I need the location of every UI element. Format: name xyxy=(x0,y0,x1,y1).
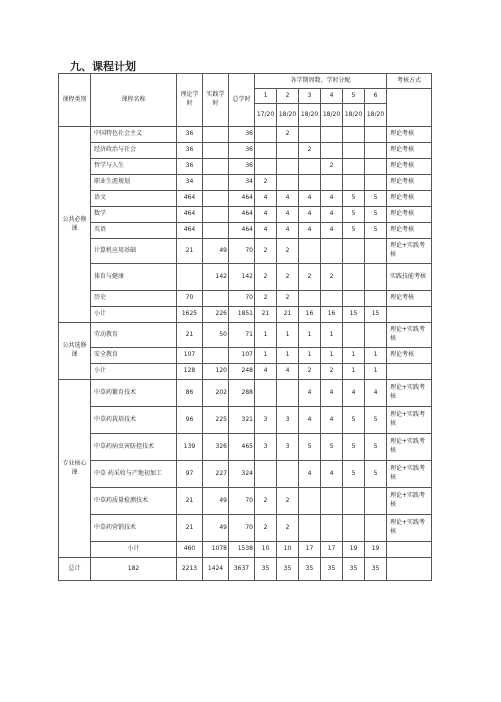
semester-hours xyxy=(343,488,365,515)
practice-hours: 49 xyxy=(203,239,229,264)
semester-hours xyxy=(343,291,365,307)
semester-hours: 1 xyxy=(277,323,299,348)
theory-hours: 36 xyxy=(177,159,203,175)
semester-hours xyxy=(299,515,321,542)
semester-hours xyxy=(365,488,387,515)
semester-hours: 3 xyxy=(277,434,299,461)
subtotal-label: 小计 xyxy=(91,307,177,323)
practice-hours: 227 xyxy=(203,461,229,488)
table-row xyxy=(59,264,432,291)
header-weeks: 18/20 xyxy=(299,104,321,127)
semester-hours: 4 xyxy=(255,207,277,223)
course-name: 中草 药采收与产地初加工 xyxy=(91,461,177,488)
theory-hours: 139 xyxy=(177,434,203,461)
header-assessment: 考核方式 xyxy=(387,74,432,89)
semester-hours: 16 xyxy=(299,307,321,323)
semester-hours: 4 xyxy=(343,380,365,407)
practice-hours: 49 xyxy=(203,488,229,515)
header-semester: 6 xyxy=(365,89,387,104)
total-semester: 35 xyxy=(365,558,387,581)
course-name: 体育与健康 xyxy=(91,264,177,291)
semester-hours: 5 xyxy=(365,191,387,207)
semester-hours: 1 xyxy=(321,323,343,348)
semester-hours: 5 xyxy=(365,407,387,434)
header-weeks: 18/20 xyxy=(321,104,343,127)
semester-hours: 19 xyxy=(343,542,365,558)
practice-hours xyxy=(203,127,229,143)
table-row xyxy=(59,307,432,323)
semester-hours: 16 xyxy=(321,307,343,323)
semester-hours: 4 xyxy=(299,223,321,239)
assessment-method xyxy=(387,364,432,380)
practice-hours xyxy=(203,348,229,364)
total-hours: 288 xyxy=(229,380,255,407)
theory-hours: 97 xyxy=(177,461,203,488)
theory-hours: 21 xyxy=(177,515,203,542)
semester-hours: 4 xyxy=(299,461,321,488)
semester-hours xyxy=(343,239,365,264)
practice-hours: 225 xyxy=(203,407,229,434)
semester-hours: 1 xyxy=(343,348,365,364)
semester-hours xyxy=(277,175,299,191)
semester-hours xyxy=(299,175,321,191)
semester-hours: 1 xyxy=(299,323,321,348)
semester-hours: 2 xyxy=(321,159,343,175)
practice-hours xyxy=(203,159,229,175)
total-practice: 1424 xyxy=(203,558,229,581)
table-row xyxy=(59,364,432,380)
practice-hours xyxy=(203,207,229,223)
total-hours: 70 xyxy=(229,291,255,307)
semester-hours: 3 xyxy=(255,434,277,461)
theory-hours: 464 xyxy=(177,223,203,239)
course-name: 中草药营销技术 xyxy=(91,515,177,542)
table-row xyxy=(59,239,432,264)
total-hours: 321 xyxy=(229,407,255,434)
assessment-method: 理论+实践考核 xyxy=(387,461,432,488)
semester-hours: 19 xyxy=(365,542,387,558)
semester-hours xyxy=(321,239,343,264)
table-row xyxy=(59,223,432,239)
table-row xyxy=(59,191,432,207)
semester-hours: 1 xyxy=(343,364,365,380)
semester-hours xyxy=(277,461,299,488)
semester-hours: 4 xyxy=(321,223,343,239)
practice-hours: 142 xyxy=(203,264,229,291)
semester-hours: 2 xyxy=(277,488,299,515)
theory-hours: 34 xyxy=(177,175,203,191)
total-hours: 34 xyxy=(229,175,255,191)
semester-hours xyxy=(365,239,387,264)
course-name: 哲学与人生 xyxy=(91,159,177,175)
semester-hours: 5 xyxy=(343,191,365,207)
total-hours: 465 xyxy=(229,434,255,461)
semester-hours: 4 xyxy=(255,191,277,207)
course-name: 中草药繁育技术 xyxy=(91,380,177,407)
semester-hours xyxy=(299,488,321,515)
semester-hours xyxy=(255,159,277,175)
total-assessment xyxy=(387,558,432,581)
theory-hours: 96 xyxy=(177,407,203,434)
semester-hours: 2 xyxy=(277,264,299,291)
practice-hours xyxy=(203,175,229,191)
table-row xyxy=(59,434,432,461)
total-row xyxy=(59,558,432,581)
page-title: 九、课程计划 xyxy=(70,60,136,73)
semester-hours xyxy=(321,488,343,515)
practice-hours xyxy=(203,223,229,239)
table-row xyxy=(59,143,432,159)
total-hours: 464 xyxy=(229,207,255,223)
semester-hours: 4 xyxy=(277,223,299,239)
assessment-method: 理论考核 xyxy=(387,223,432,239)
semester-hours xyxy=(299,239,321,264)
course-name: 历史 xyxy=(91,291,177,307)
theory-hours: 36 xyxy=(177,127,203,143)
semester-hours: 5 xyxy=(343,207,365,223)
semester-hours: 4 xyxy=(277,364,299,380)
total-hours: 107 xyxy=(229,348,255,364)
subtotal-label: 小计 xyxy=(91,364,177,380)
semester-hours xyxy=(365,175,387,191)
table-row xyxy=(59,323,432,348)
practice-hours xyxy=(203,143,229,159)
theory-hours: 460 xyxy=(177,542,203,558)
semester-hours xyxy=(365,264,387,291)
semester-hours: 2 xyxy=(255,264,277,291)
semester-hours: 2 xyxy=(277,291,299,307)
total-label: 总计 xyxy=(59,558,91,581)
practice-hours: 326 xyxy=(203,434,229,461)
semester-hours: 4 xyxy=(321,380,343,407)
assessment-method: 理论考核 xyxy=(387,143,432,159)
total-hours: 1538 xyxy=(229,542,255,558)
semester-hours: 2 xyxy=(299,364,321,380)
semester-hours: 2 xyxy=(277,239,299,264)
header-semester-dist: 各学期周数、学时分配 xyxy=(255,74,387,89)
semester-hours: 4 xyxy=(321,461,343,488)
semester-hours: 1 xyxy=(255,323,277,348)
semester-hours: 5 xyxy=(343,461,365,488)
theory-hours: 1625 xyxy=(177,307,203,323)
semester-hours xyxy=(299,127,321,143)
total-hours: 1851 xyxy=(229,307,255,323)
category-cell: 公共必修课 xyxy=(59,127,91,323)
total-hours: 142 xyxy=(229,264,255,291)
course-name: 劳动教育 xyxy=(91,323,177,348)
practice-hours: 50 xyxy=(203,323,229,348)
assessment-method: 理论考核 xyxy=(387,127,432,143)
assessment-method: 理论考核 xyxy=(387,207,432,223)
table-row xyxy=(59,407,432,434)
assessment-method: 理论考核 xyxy=(387,291,432,307)
category-cell: 公共选修课 xyxy=(59,323,91,380)
semester-hours xyxy=(255,461,277,488)
semester-hours: 5 xyxy=(365,223,387,239)
semester-hours: 2 xyxy=(299,264,321,291)
semester-hours xyxy=(365,323,387,348)
header-weeks: 18/20 xyxy=(343,104,365,127)
semester-hours: 1 xyxy=(299,348,321,364)
semester-hours: 4 xyxy=(277,191,299,207)
semester-hours xyxy=(321,291,343,307)
semester-hours: 4 xyxy=(299,207,321,223)
semester-hours: 2 xyxy=(277,515,299,542)
semester-hours xyxy=(343,515,365,542)
header-theory-hours: 理论学时 xyxy=(177,74,203,127)
header-semester: 1 xyxy=(255,89,277,104)
semester-hours: 3 xyxy=(255,407,277,434)
course-plan-table xyxy=(58,73,432,581)
table-row xyxy=(59,207,432,223)
total-hours: 70 xyxy=(229,515,255,542)
theory-hours: 107 xyxy=(177,348,203,364)
semester-hours xyxy=(365,159,387,175)
semester-hours: 1 xyxy=(365,364,387,380)
semester-hours: 5 xyxy=(343,407,365,434)
practice-hours: 202 xyxy=(203,380,229,407)
assessment-method: 理论+实践考核 xyxy=(387,434,432,461)
course-name: 中草药病虫害防控技术 xyxy=(91,434,177,461)
semester-hours: 4 xyxy=(365,380,387,407)
semester-hours xyxy=(277,143,299,159)
semester-hours: 4 xyxy=(299,380,321,407)
semester-hours: 5 xyxy=(365,207,387,223)
semester-hours xyxy=(321,127,343,143)
semester-hours: 15 xyxy=(365,307,387,323)
semester-hours: 4 xyxy=(299,407,321,434)
semester-hours: 21 xyxy=(277,307,299,323)
assessment-method: 理论+实践考核 xyxy=(387,515,432,542)
semester-hours xyxy=(343,159,365,175)
semester-hours xyxy=(255,127,277,143)
semester-hours: 21 xyxy=(255,307,277,323)
semester-hours: 4 xyxy=(277,207,299,223)
course-name: 中草药栽培技术 xyxy=(91,407,177,434)
semester-hours xyxy=(299,291,321,307)
semester-hours: 5 xyxy=(299,434,321,461)
semester-hours: 1 xyxy=(277,348,299,364)
practice-hours: 226 xyxy=(203,307,229,323)
semester-hours: 5 xyxy=(321,434,343,461)
semester-hours: 2 xyxy=(255,515,277,542)
theory-hours: 36 xyxy=(177,143,203,159)
semester-hours xyxy=(365,291,387,307)
course-name: 英语 xyxy=(91,223,177,239)
semester-hours: 4 xyxy=(255,223,277,239)
subtotal-label: 小计 xyxy=(91,542,177,558)
semester-hours xyxy=(343,127,365,143)
semester-hours: 4 xyxy=(321,191,343,207)
semester-hours xyxy=(255,380,277,407)
total-semester: 35 xyxy=(277,558,299,581)
total-hours: 464 xyxy=(229,223,255,239)
header-semester: 4 xyxy=(321,89,343,104)
semester-hours: 5 xyxy=(365,461,387,488)
total-hours: 71 xyxy=(229,323,255,348)
semester-hours xyxy=(365,515,387,542)
total-hours: 36 xyxy=(229,127,255,143)
table-row xyxy=(59,461,432,488)
total-semester: 35 xyxy=(255,558,277,581)
assessment-method xyxy=(387,542,432,558)
semester-hours: 4 xyxy=(255,364,277,380)
semester-hours xyxy=(343,264,365,291)
theory-hours: 21 xyxy=(177,488,203,515)
semester-hours: 2 xyxy=(299,143,321,159)
table-row xyxy=(59,127,432,143)
semester-hours: 5 xyxy=(365,434,387,461)
theory-hours xyxy=(177,264,203,291)
assessment-method: 理论考核 xyxy=(387,348,432,364)
total-hours: 70 xyxy=(229,488,255,515)
total-hours: 3637 xyxy=(229,558,255,581)
header-semester: 2 xyxy=(277,89,299,104)
total-hours: 464 xyxy=(229,191,255,207)
course-name: 语文 xyxy=(91,191,177,207)
semester-hours: 15 xyxy=(343,307,365,323)
table-row xyxy=(59,542,432,558)
semester-hours xyxy=(365,127,387,143)
total-hours: 36 xyxy=(229,143,255,159)
header-row xyxy=(59,74,432,89)
semester-hours xyxy=(299,159,321,175)
semester-hours: 5 xyxy=(343,223,365,239)
semester-hours xyxy=(255,143,277,159)
total-semester: 35 xyxy=(299,558,321,581)
theory-hours: 464 xyxy=(177,207,203,223)
course-name: 安全教育 xyxy=(91,348,177,364)
semester-hours: 2 xyxy=(277,127,299,143)
header-category: 课程类别 xyxy=(59,74,91,127)
course-name: 职业生涯规划 xyxy=(91,175,177,191)
practice-hours: 49 xyxy=(203,515,229,542)
practice-hours xyxy=(203,291,229,307)
semester-hours: 2 xyxy=(255,175,277,191)
semester-hours: 2 xyxy=(321,264,343,291)
assessment-method: 理论+实践考核 xyxy=(387,380,432,407)
header-semester: 5 xyxy=(343,89,365,104)
course-name: 数学 xyxy=(91,207,177,223)
semester-hours xyxy=(365,143,387,159)
assessment-method: 理论+实践考核 xyxy=(387,323,432,348)
total-theory: 2213 xyxy=(177,558,203,581)
assessment-method: 理论考核 xyxy=(387,191,432,207)
header-course-name: 课程名称 xyxy=(91,74,177,127)
assessment-method: 理论考核 xyxy=(387,159,432,175)
table-row xyxy=(59,488,432,515)
total-hours: 36 xyxy=(229,159,255,175)
total-semester: 35 xyxy=(321,558,343,581)
theory-hours: 128 xyxy=(177,364,203,380)
course-name: 中草药质量检测技术 xyxy=(91,488,177,515)
theory-hours: 70 xyxy=(177,291,203,307)
assessment-method: 理论+实践考核 xyxy=(387,239,432,264)
table-row xyxy=(59,380,432,407)
semester-hours xyxy=(343,143,365,159)
theory-hours: 86 xyxy=(177,380,203,407)
semester-hours: 10 xyxy=(255,542,277,558)
total-hours: 248 xyxy=(229,364,255,380)
category-cell: 专业核心课 xyxy=(59,380,91,558)
semester-hours xyxy=(343,323,365,348)
semester-hours: 2 xyxy=(255,291,277,307)
semester-hours: 4 xyxy=(321,407,343,434)
header-practice-hours: 实践学时 xyxy=(203,74,229,127)
table-row xyxy=(59,515,432,542)
practice-hours xyxy=(203,191,229,207)
theory-hours: 21 xyxy=(177,239,203,264)
header-total-hours: 总学时 xyxy=(229,74,255,127)
semester-hours: 1 xyxy=(255,348,277,364)
assessment-method: 理论+实践考核 xyxy=(387,488,432,515)
header-semester: 3 xyxy=(299,89,321,104)
semester-hours: 1 xyxy=(321,348,343,364)
table-row xyxy=(59,291,432,307)
course-name: 经济政治与社会 xyxy=(91,143,177,159)
practice-hours: 120 xyxy=(203,364,229,380)
semester-hours: 1 xyxy=(365,348,387,364)
semester-hours: 2 xyxy=(321,364,343,380)
course-name: 中国特色社会主义 xyxy=(91,127,177,143)
practice-hours: 1078 xyxy=(203,542,229,558)
semester-hours xyxy=(277,380,299,407)
header-weeks: 18/20 xyxy=(365,104,387,127)
semester-hours: 10 xyxy=(277,542,299,558)
total-semester: 35 xyxy=(343,558,365,581)
assessment-method: 理论+实践考核 xyxy=(387,407,432,434)
theory-hours: 464 xyxy=(177,191,203,207)
semester-hours: 17 xyxy=(299,542,321,558)
table-row xyxy=(59,348,432,364)
semester-hours xyxy=(343,175,365,191)
assessment-method xyxy=(387,307,432,323)
semester-hours: 4 xyxy=(321,207,343,223)
table-row xyxy=(59,175,432,191)
total-count: 182 xyxy=(91,558,177,581)
semester-hours: 17 xyxy=(321,542,343,558)
theory-hours: 21 xyxy=(177,323,203,348)
course-name: 计算机应用基础 xyxy=(91,239,177,264)
table-row xyxy=(59,159,432,175)
assessment-method: 实践技能考核 xyxy=(387,264,432,291)
semester-hours: 3 xyxy=(277,407,299,434)
semester-hours: 4 xyxy=(299,191,321,207)
semester-hours xyxy=(321,515,343,542)
semester-hours xyxy=(321,175,343,191)
semester-hours: 5 xyxy=(343,434,365,461)
header-weeks: 17/20 xyxy=(255,104,277,127)
assessment-method: 理论考核 xyxy=(387,175,432,191)
header-weeks: 18/20 xyxy=(277,104,299,127)
semester-hours xyxy=(277,159,299,175)
total-hours: 324 xyxy=(229,461,255,488)
semester-hours xyxy=(321,143,343,159)
header-blank xyxy=(387,89,432,127)
total-hours: 70 xyxy=(229,239,255,264)
semester-hours: 2 xyxy=(255,239,277,264)
semester-hours: 2 xyxy=(255,488,277,515)
